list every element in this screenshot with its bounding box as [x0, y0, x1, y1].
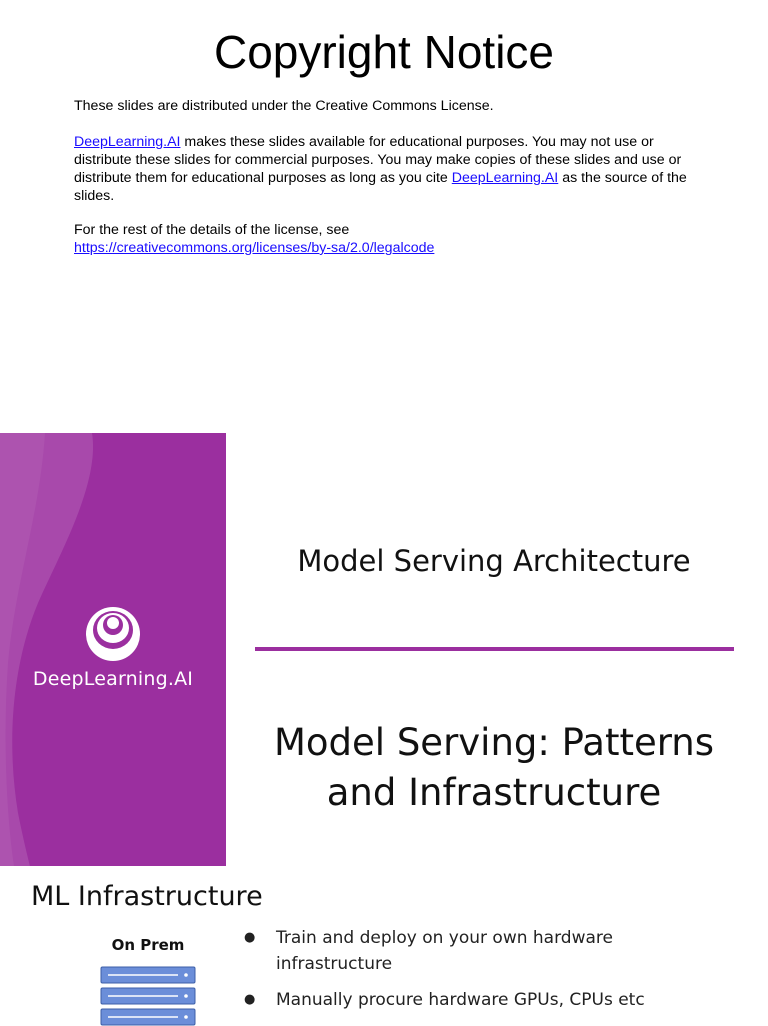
- bullet-item: ● Train and deploy on your own hardware infrastructure: [244, 925, 674, 977]
- course-title-line-1: Model Serving: Patterns: [273, 721, 715, 764]
- deeplearning-link[interactable]: DeepLearning.AI: [74, 134, 181, 150]
- infrastructure-bullets: [244, 925, 674, 1023]
- brand-name: DeepLearning.AI: [32, 668, 194, 690]
- title-divider: [255, 647, 734, 651]
- usage-paragraph: [74, 133, 704, 205]
- license-url-link[interactable]: https://creativecommons.org/licenses/by-sa/2.0/legalcode: [74, 240, 435, 256]
- course-title: [250, 718, 738, 818]
- license-paragraph: These slides are distributed under the Creative Commons License.: [74, 98, 494, 114]
- course-title-line-2: and Infrastructure: [326, 771, 662, 814]
- brand-panel: [0, 433, 226, 866]
- license-details-paragraph: [74, 221, 704, 257]
- server-rack-icon: [100, 966, 196, 1026]
- copyright-title: Copyright Notice: [213, 26, 555, 78]
- bullet-item: ● Manually procure hardware GPUs, CPUs etc: [244, 987, 674, 1013]
- usage-text-1: makes these slides available for educational purposes. You may not use or distribute these slides for commercial purposes. You may make copies of these slides and use or distribute them for educational purposes as long as you cite: [74, 134, 682, 186]
- deeplearning-logo-icon: [85, 606, 141, 662]
- section-title: Model Serving Architecture: [297, 544, 691, 578]
- on-prem-label: On Prem: [111, 936, 185, 954]
- deeplearning-cite-link[interactable]: DeepLearning.AI: [451, 170, 559, 186]
- license-details-text: For the rest of the details of the license, see: [74, 222, 350, 238]
- ml-infrastructure-title: ML Infrastructure: [31, 881, 263, 912]
- usage-text-2: as the source of the slides.: [74, 170, 687, 204]
